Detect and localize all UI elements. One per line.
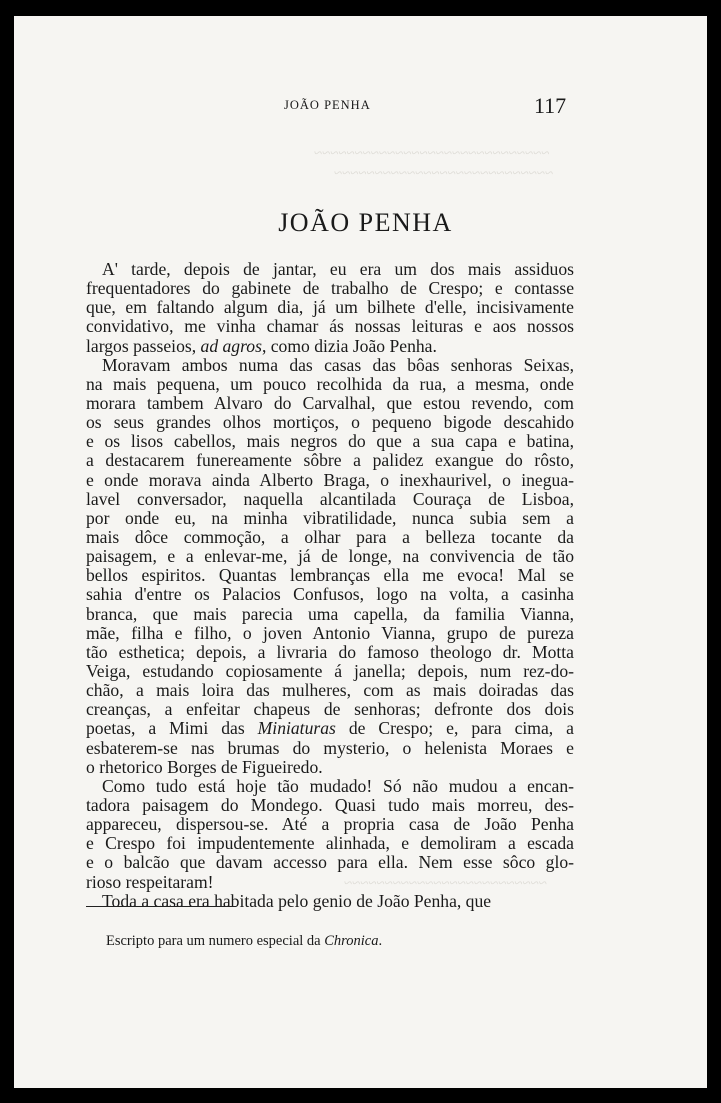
text-line: Moravam ambos numa das casas das bôas senhoras Seixas, bbox=[102, 354, 574, 375]
text-line: convidativo, me vinha chamar ás nossas leituras e aos nossos bbox=[86, 316, 574, 337]
text-line: por onde eu, na minha vibratilidade, nunca subia sem a bbox=[86, 507, 574, 528]
footnote-rule bbox=[86, 906, 236, 907]
text-line: mais dôce commoção, a olhar para a belleza tocante da bbox=[86, 526, 574, 547]
text-line: morara tambem Alvaro do Carvalhal, que estou revendo, com bbox=[86, 392, 574, 413]
footnote bbox=[106, 933, 382, 950]
text-line: rioso respeitaram! bbox=[86, 871, 214, 892]
text-line: na mais pequena, um pouco recolhida da rua, a mesma, onde bbox=[86, 373, 574, 394]
text-line: A' tarde, depois de jantar, eu era um dos mais assiduos bbox=[102, 259, 574, 279]
text-line: e Crespo foi impudentemente alinhada, e demoliram a escada bbox=[86, 833, 574, 854]
text-line: mãe, filha e filho, o joven Antonio Vianna, grupo de pureza bbox=[86, 622, 574, 643]
text-line: paisagem, e a enlevar-me, já de longe, na convivencia de tão bbox=[86, 546, 574, 567]
text-line: sahia d'entre os Palacios Confusos, logo na volta, a casinha bbox=[86, 584, 574, 605]
text-line: e o balcão que davam accesso para ella. Nem esse sôco glo- bbox=[86, 852, 574, 873]
text-line: os seus grandes olhos mortiços, o pequeno bigode descahido bbox=[86, 412, 574, 433]
text-line: bellos espiritos. Quantas lembranças ella me evoca! Mal se bbox=[86, 565, 574, 586]
footnote-suffix: . bbox=[378, 933, 383, 949]
text-line: tão esthetica; depois, a livraria do famoso theologo dr. Motta bbox=[86, 641, 574, 662]
text-line: Veiga, estudando copiosamente á janella; depois, num rez-do- bbox=[86, 660, 574, 681]
text-line: poetas, a Mimi das Miniaturas de Crespo; e, para cima, a bbox=[86, 718, 574, 739]
text-line: appareceu, dispersou-se. Até a propria casa de João Penha bbox=[86, 814, 574, 835]
text-line: e os lisos cabellos, mais negros do que a sua capa e batina, bbox=[86, 431, 574, 452]
text-line: branca, que mais parecia uma capella, da familia Vianna, bbox=[86, 603, 574, 624]
text-line: o rhetorico Borges de Figueiredo. bbox=[86, 756, 323, 777]
bleed-through-text: ~~~~~~~~~~~~~~~~~~~~~~~~~~~~~ bbox=[314, 146, 550, 162]
footnote-prefix: Escripto para um numero especial da bbox=[106, 933, 325, 949]
chapter-title: JOÃO PENHA bbox=[278, 208, 453, 237]
book-page bbox=[14, 16, 707, 1088]
text-line: tadora paisagem do Mondego. Quasi tudo mais morreu, des- bbox=[86, 794, 574, 815]
body-text bbox=[86, 260, 574, 911]
text-line: esbaterem-se nas brumas do mysterio, o helenista Moraes e bbox=[86, 737, 574, 758]
text-line: a destacarem funereamente sôbre a palidez exangue do rôsto, bbox=[86, 450, 574, 471]
bleed-through-text: ~~~~~~~~~~~~~~~~~~~~~~~~~ bbox=[344, 876, 547, 892]
text-line: que, em faltando algum dia, já um bilhete d'elle, incisivamente bbox=[86, 297, 574, 318]
footnote-italic: Chronica bbox=[324, 933, 379, 949]
text-line: largos passeios, ad agros, como dizia João Penha. bbox=[86, 335, 437, 356]
text-line: e onde morava ainda Alberto Braga, o inexhaurivel, o inegua- bbox=[86, 469, 574, 490]
text-line: Toda a casa era habitada pelo genio de João Penha, que bbox=[102, 890, 492, 911]
text-line: frequentadores do gabinete de trabalho de Crespo; e contasse bbox=[86, 278, 574, 299]
text-line: creanças, a enfeitar chapeus de senhoras; defronte dos dois bbox=[86, 699, 574, 720]
text-line: Como tudo está hoje tão mudado! Só não mudou a encan- bbox=[102, 775, 574, 796]
text-line: lavel conversador, naquella alcantilada Couraça de Lisboa, bbox=[86, 488, 574, 509]
running-head: JOÃO PENHA bbox=[284, 98, 371, 112]
bleed-through-text: ~~~~~~~~~~~~~~~~~~~~~~~~~~~ bbox=[334, 166, 554, 182]
page-number: 117 bbox=[534, 93, 567, 118]
text-line: chão, a mais loira das mulheres, com as mais doiradas das bbox=[86, 680, 574, 701]
